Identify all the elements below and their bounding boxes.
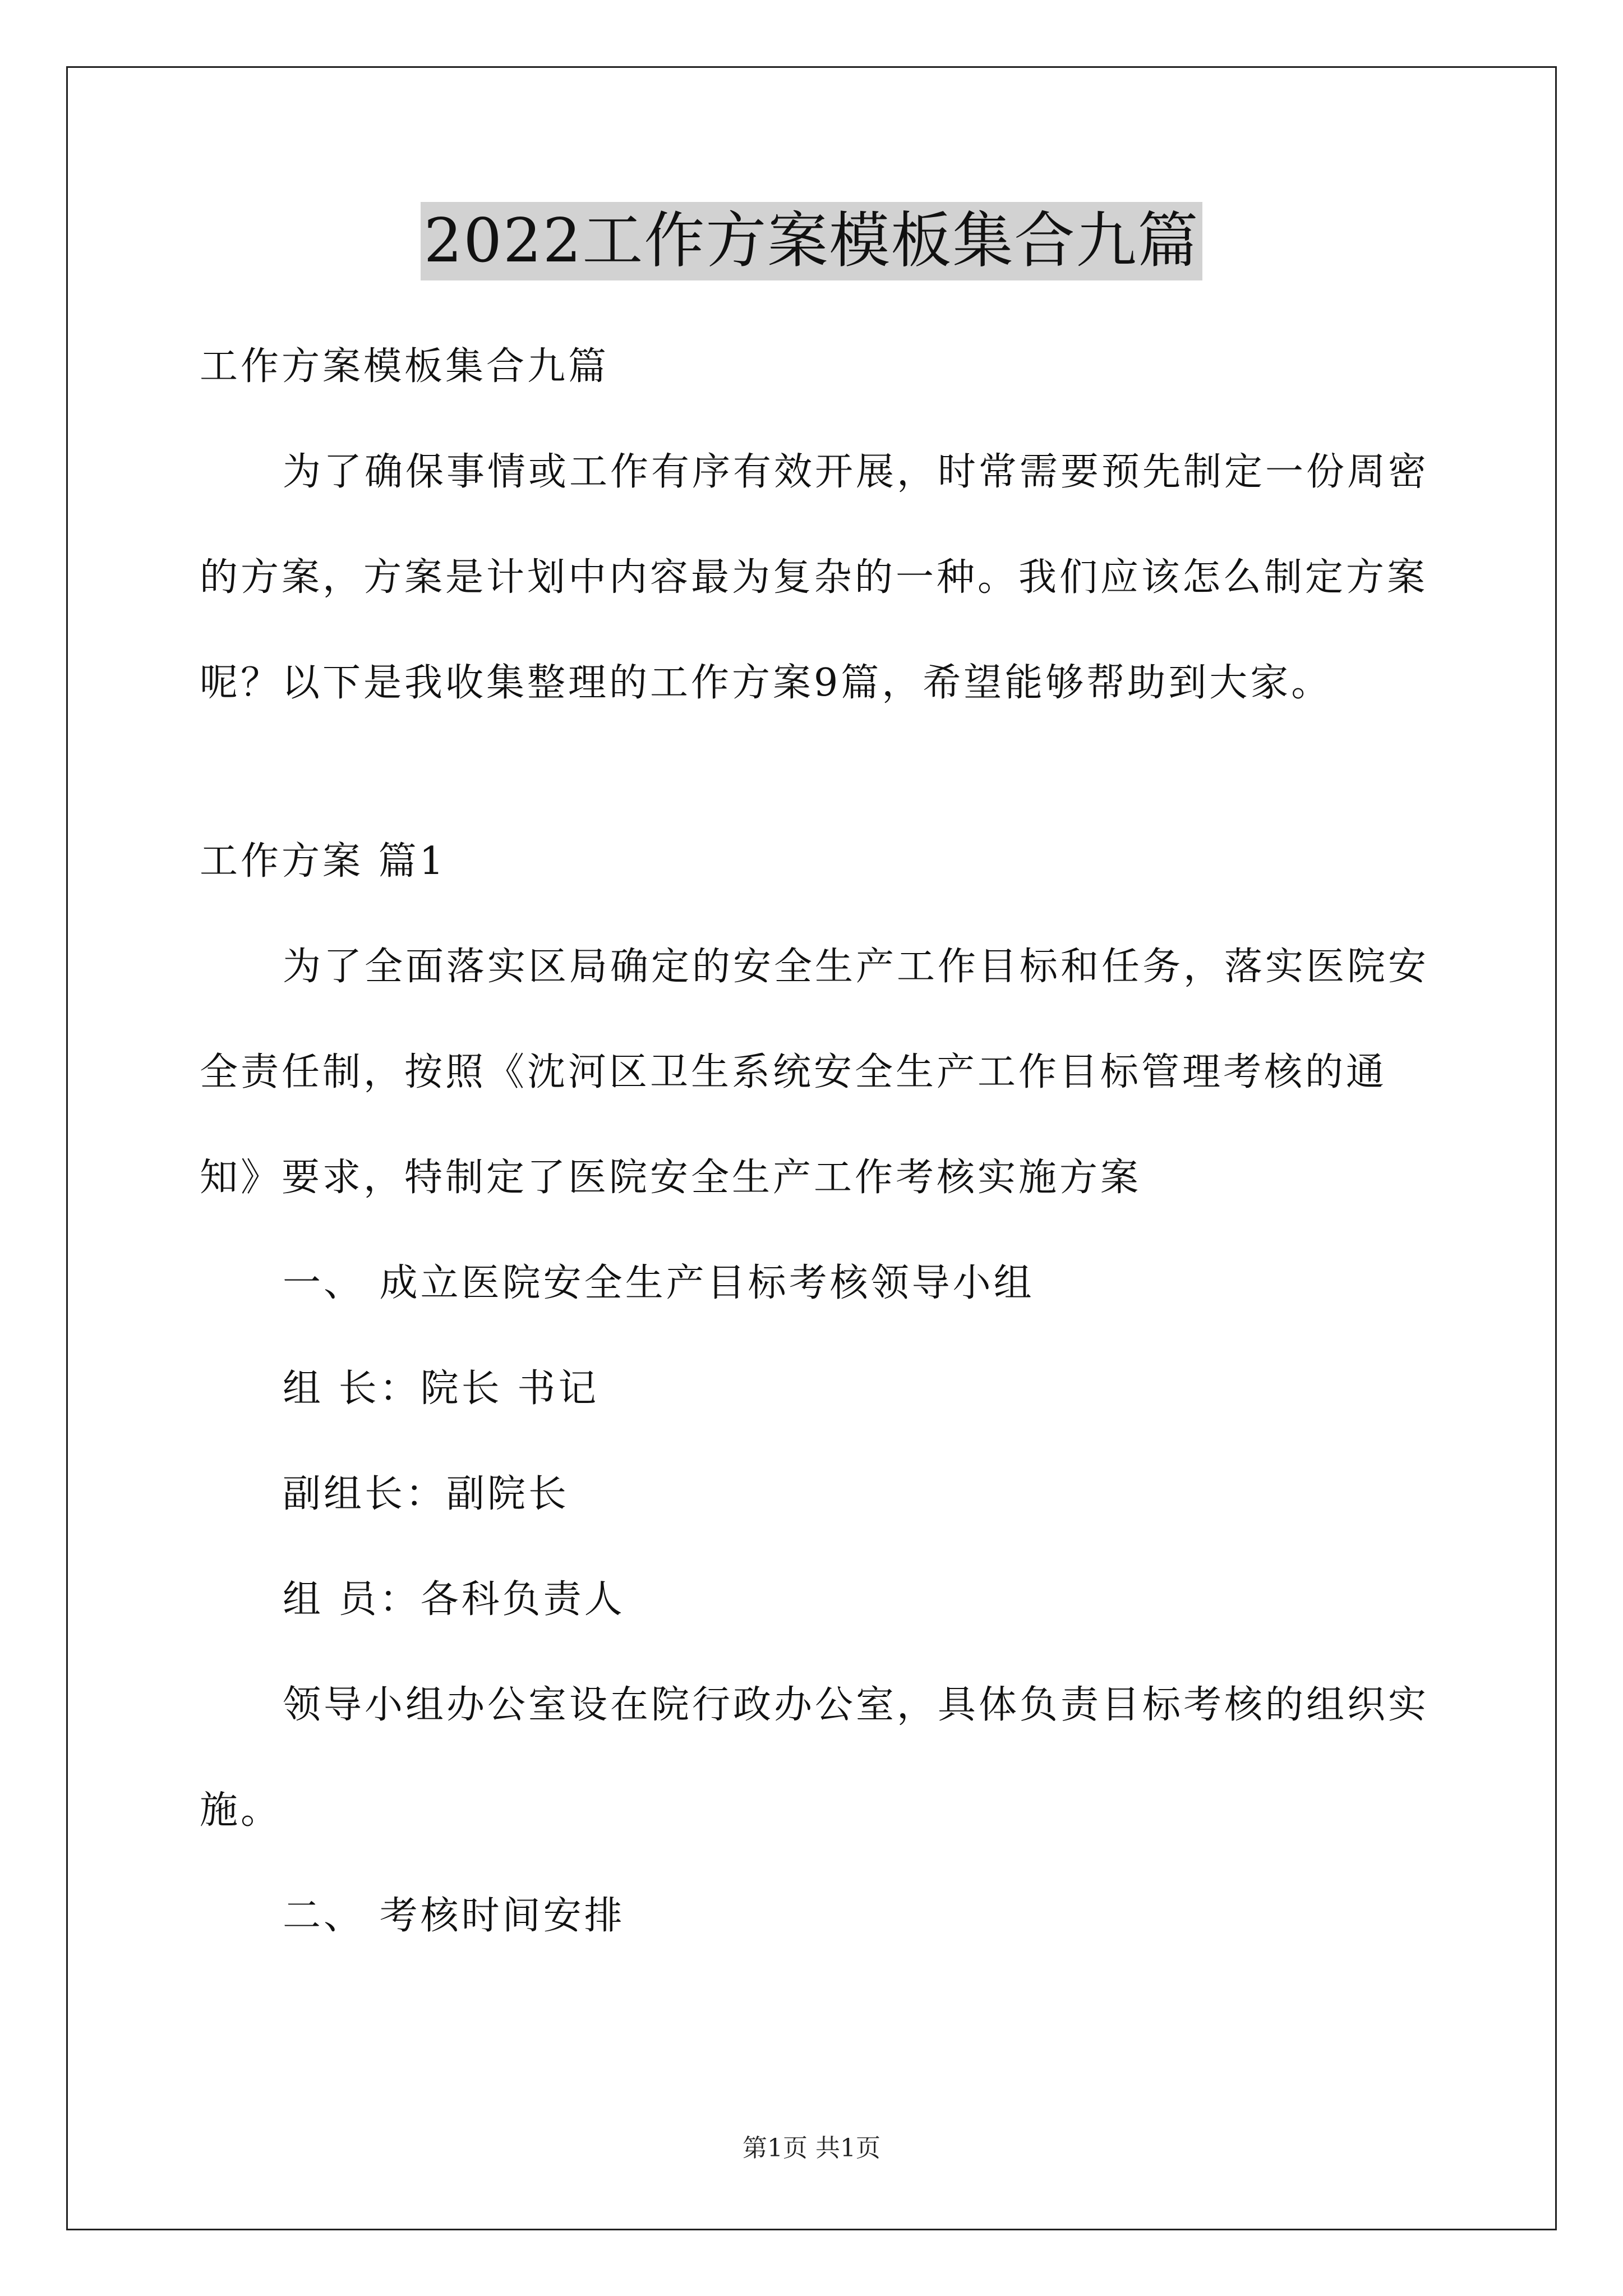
intro-paragraph: 为了确保事情或工作有序有效开展，时常需要预先制定一份周密的方案，方案是计划中内容最为复杂的一种。我们应该怎么制定方案呢？以下是我收集整理的工作方案9篇，希望能够帮助到大家。 bbox=[200, 450, 1430, 705]
title-container bbox=[0, 202, 1623, 280]
page-footer: 第1页 共1页 bbox=[743, 2134, 880, 2162]
members-line: 组 员：各科负责人 bbox=[283, 1577, 625, 1622]
item-heading-2: 二、 考核时间安排 bbox=[283, 1894, 625, 1938]
section-paragraph: 为了全面落实区局确定的安全生产工作目标和任务，落实医院安全责任制，按照《沈河区卫生系统安全生产工作目标管理考核的通知》要求，特制定了医院安全生产工作考核实施方案 bbox=[200, 945, 1430, 1200]
leader-line: 组 长：院长 书记 bbox=[283, 1366, 600, 1411]
item-heading-1: 一、 成立医院安全生产目标考核领导小组 bbox=[283, 1261, 1035, 1305]
section-gap bbox=[200, 736, 1433, 809]
deputy-line: 副组长：副院长 bbox=[283, 1472, 570, 1516]
section-heading: 工作方案 篇1 bbox=[200, 839, 446, 884]
document-subtitle: 工作方案模板集合九篇 bbox=[200, 344, 610, 389]
document-body bbox=[200, 314, 1433, 1969]
document-title: 2022工作方案模板集合九篇 bbox=[421, 202, 1203, 280]
office-paragraph: 领导小组办公室设在院行政办公室，具体负责目标考核的组织实施。 bbox=[200, 1683, 1430, 1833]
